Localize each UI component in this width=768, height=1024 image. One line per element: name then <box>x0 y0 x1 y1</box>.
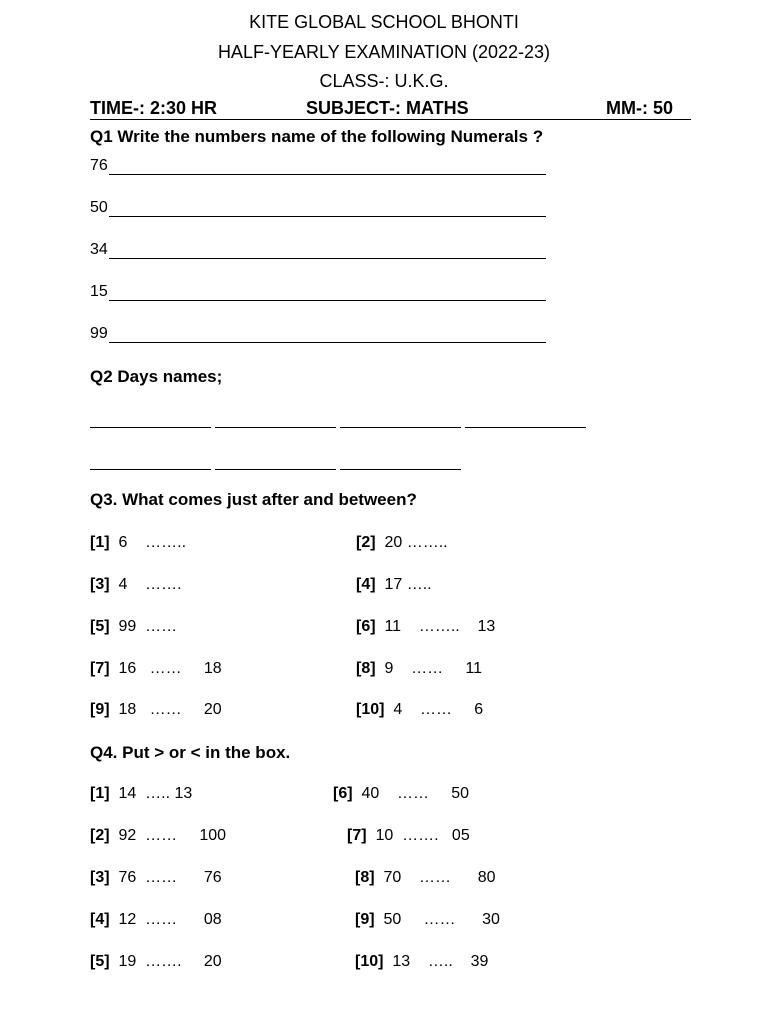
item-number: [2] <box>90 827 110 844</box>
item-text: 4 …… 6 <box>393 701 484 718</box>
q4-item[interactable] <box>355 869 496 887</box>
item-number: [6] <box>356 618 376 635</box>
item-text: 40 …… 50 <box>361 785 470 802</box>
item-text: 50 …… 30 <box>383 911 500 928</box>
q1-numeral: 99 <box>90 325 108 342</box>
q4-item[interactable] <box>90 869 222 887</box>
item-text: 10 ……. 05 <box>375 827 470 844</box>
days-row <box>90 468 461 470</box>
item-text: 92 …… 100 <box>118 827 227 844</box>
answer-blank[interactable] <box>109 328 546 343</box>
exam-title: HALF-YEARLY EXAMINATION (2022-23) <box>217 42 551 62</box>
item-text: 18 …… 20 <box>118 701 222 718</box>
item-text: 99 …… <box>118 618 178 635</box>
answer-blank[interactable] <box>465 426 586 428</box>
item-text: 4 ……. <box>118 576 182 593</box>
q4-item[interactable] <box>90 827 226 845</box>
item-number: [4] <box>90 911 110 928</box>
item-number: [9] <box>90 701 110 718</box>
item-text: 16 …… 18 <box>118 660 222 677</box>
item-number: [2] <box>356 534 376 551</box>
item-number: [10] <box>355 953 384 970</box>
item-text: 70 …… 80 <box>383 869 496 886</box>
days-row <box>90 426 586 428</box>
q1-line[interactable] <box>90 241 546 259</box>
item-text: 19 ……. 20 <box>118 953 222 970</box>
q1-line[interactable] <box>90 157 546 175</box>
item-number: [3] <box>90 576 110 593</box>
school-name: KITE GLOBAL SCHOOL BHONTI <box>249 12 519 32</box>
answer-blank[interactable] <box>215 426 336 428</box>
item-text: 12 …… 08 <box>118 911 222 928</box>
answer-blank[interactable] <box>90 426 211 428</box>
q3-item[interactable] <box>356 534 448 552</box>
q4-item[interactable] <box>333 785 469 803</box>
q1-numeral: 34 <box>90 241 108 258</box>
q3-item[interactable] <box>356 701 483 719</box>
item-number: [5] <box>90 953 110 970</box>
item-text: 11 …….. 13 <box>384 618 496 635</box>
q1-numeral: 50 <box>90 199 108 216</box>
q3-item[interactable] <box>90 618 177 636</box>
q3-item[interactable] <box>90 660 222 678</box>
header-rule <box>90 119 691 120</box>
item-number: [6] <box>333 785 353 802</box>
item-number: [7] <box>347 827 367 844</box>
time-label: TIME-: 2:30 HR <box>90 98 218 118</box>
answer-blank[interactable] <box>109 160 546 175</box>
q3-item[interactable] <box>356 576 432 594</box>
q3-item[interactable] <box>90 576 182 594</box>
item-number: [8] <box>355 869 375 886</box>
q4-item[interactable] <box>90 785 192 803</box>
item-text: 13 ….. 39 <box>392 953 489 970</box>
item-number: [7] <box>90 660 110 677</box>
q3-title: Q3. What comes just after and between? <box>90 490 417 509</box>
subject-label: SUBJECT-: MATHS <box>306 98 469 118</box>
item-number: [10] <box>356 701 385 718</box>
answer-blank[interactable] <box>340 426 461 428</box>
q3-item[interactable] <box>356 618 495 636</box>
q4-item[interactable] <box>90 953 222 971</box>
item-text: 17 ….. <box>384 576 432 593</box>
item-text: 20 …….. <box>384 534 448 551</box>
answer-blank[interactable] <box>109 286 546 301</box>
item-number: [8] <box>356 660 376 677</box>
answer-blank[interactable] <box>109 202 546 217</box>
q1-line[interactable] <box>90 199 546 217</box>
item-text: 9 …… 11 <box>384 660 482 677</box>
answer-blank[interactable] <box>109 244 546 259</box>
item-text: 6 …….. <box>118 534 187 551</box>
class-label: CLASS-: U.K.G. <box>319 71 449 91</box>
item-number: [1] <box>90 785 110 802</box>
q1-line[interactable] <box>90 283 546 301</box>
marks-label: MM-: 50 <box>606 98 673 118</box>
q3-item[interactable] <box>90 701 222 719</box>
item-text: 76 …… 76 <box>118 869 222 886</box>
q1-numeral: 76 <box>90 157 108 174</box>
item-number: [4] <box>356 576 376 593</box>
item-number: [5] <box>90 618 110 635</box>
answer-blank[interactable] <box>215 468 336 470</box>
q4-item[interactable] <box>90 911 222 929</box>
answer-blank[interactable] <box>340 468 461 470</box>
q4-title: Q4. Put > or < in the box. <box>90 743 291 762</box>
item-text: 14 ….. 13 <box>118 785 193 802</box>
answer-blank[interactable] <box>90 468 211 470</box>
item-number: [1] <box>90 534 110 551</box>
q4-item[interactable] <box>347 827 470 845</box>
item-number: [9] <box>355 911 375 928</box>
q4-item[interactable] <box>355 953 488 971</box>
q4-item[interactable] <box>355 911 500 929</box>
item-number: [3] <box>90 869 110 886</box>
q3-item[interactable] <box>90 534 186 552</box>
q1-numeral: 15 <box>90 283 108 300</box>
q3-item[interactable] <box>356 660 482 678</box>
q2-title: Q2 Days names; <box>90 367 223 386</box>
q1-title: Q1 Write the numbers name of the following Numerals ? <box>90 127 544 146</box>
q1-line[interactable] <box>90 325 546 343</box>
